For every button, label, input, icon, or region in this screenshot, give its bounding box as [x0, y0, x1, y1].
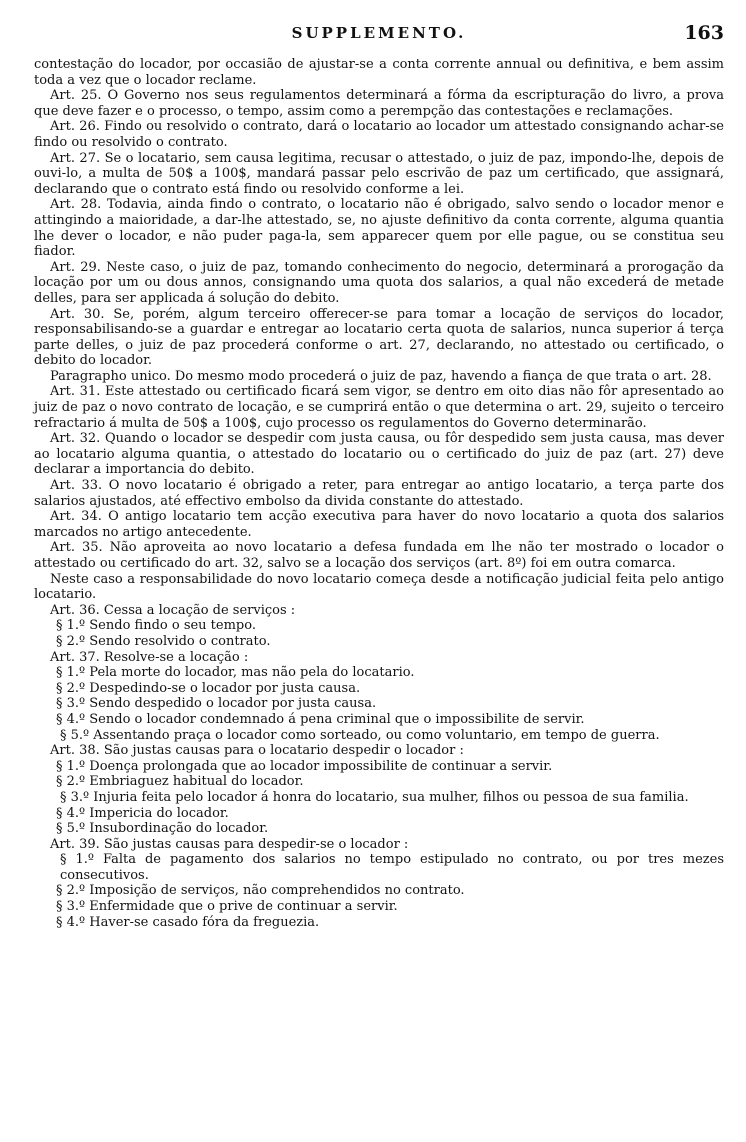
page-header [34, 24, 724, 50]
paragraph-clause: § 3.º Sendo despedido o locador por justa causa. [56, 696, 377, 712]
paragraph: Neste caso a responsabilidade do novo locatario começa desde a notificação judicial feita pelo antigo locatario. [34, 571, 724, 603]
paragraph-clause: § 2.º Sendo resolvido o contrato. [56, 633, 271, 649]
paragraph: contestação do locador, por occasião de ajustar-se a conta corrente annual ou definitiva, e bem assim toda a vez que o locador reclame. [34, 57, 724, 88]
paragraph-clause: § 4.º Sendo o locador condemnado á pena criminal que o impossibilite de servir. [56, 711, 585, 727]
paragraph: Art. 39. São justas causas para despedir-se o locador : [50, 836, 409, 852]
paragraph-clause: § 4.º Haver-se casado fóra da freguezia. [56, 914, 320, 930]
paragraph: Art. 35. Não aproveita ao novo locatario a defesa fundada em lhe não ter mostrado o locador o attestado ou certificado do art. 32, salvo se a locação dos serviços (art. 8º) foi em outra comarca. [34, 540, 724, 571]
paragraph: Paragrapho unico. Do mesmo modo procederá o juiz de paz, havendo a fiança de que trata o art. 28. [50, 368, 712, 384]
running-title: SUPPLEMENTO. [291, 24, 467, 42]
paragraph-clause: § 2.º Imposição de serviços, não comprehendidos no contrato. [56, 883, 465, 899]
paragraph: Art. 25. O Governo nos seus regulamentos determinará a fórma da escripturação do livro, a prova que deve fazer e o processo, o tempo, assim como a perempção das contestações e reclamações. [34, 88, 724, 119]
paragraph: Art. 26. Findo ou resolvido o contrato, dará o locatario ao locador um attestado consignando achar-se findo ou resolvido o contrato. [34, 119, 724, 150]
paragraph: Art. 38. São justas causas para o locatario despedir o locador : [50, 743, 464, 759]
paragraph-clause: § 5.º Insubordinação do locador. [56, 821, 269, 837]
paragraph: Art. 37. Resolve-se a locação : [50, 649, 249, 665]
paragraph: Art. 28. Todavia, ainda findo o contrato, o locatario não é obrigado, salvo sendo o locador menor e attingindo a maioridade, a dar-lhe attestado, se, no ajuste definitivo da conta corrente, alguma quantia lhe dever o locador, e não puder paga-la, sem apparecer quem por elle pague, ou se constitua seu fiador. [34, 197, 724, 260]
paragraph-clause: § 3.º Enfermidade que o prive de continuar a servir. [56, 899, 398, 915]
paragraph: Art. 36. Cessa a locação de serviços : [50, 602, 296, 618]
paragraph-clause: § 1.º Sendo findo o seu tempo. [56, 618, 256, 634]
paragraph: Art. 29. Neste caso, o juiz de paz, tomando conhecimento do negocio, determinará a prorogação da locação por um ou dous annos, consignando uma quota dos salarios, a qual não excederá de metade delles, para ser applicada á solução do debito. [34, 259, 724, 306]
paragraph-clause: § 1.º Falta de pagamento dos salarios no tempo estipulado no contrato, ou por tres mezes consecutivos. [60, 852, 724, 883]
paragraph-clause: § 5.º Assentando praça o locador como sorteado, ou como voluntario, em tempo de guerra. [60, 727, 660, 743]
paragraph: Art. 31. Este attestado ou certificado ficará sem vigor, se dentro em oito dias não fôr apresentado ao juiz de paz o novo contrato de locação, e se cumprirá então o que determina o art. 29, sujeito o terceiro refractario á multa de 50$ a 100$, cujo processo os regulamentos do Governo determinarão. [34, 384, 724, 431]
paragraph-clause: § 1.º Doença prolongada que ao locador impossibilite de continuar a servir. [56, 758, 553, 774]
paragraph: Art. 34. O antigo locatario tem acção executiva para haver do novo locatario a quota dos salarios marcados no artigo antecedente. [34, 509, 724, 540]
paragraph: Art. 33. O novo locatario é obrigado a reter, para entregar ao antigo locatario, a terça parte dos salarios ajustados, até effectivo embolso da divida constante do attestado. [34, 478, 724, 509]
page-body [34, 57, 724, 930]
paragraph-clause: § 3.º Injuria feita pelo locador á honra do locatario, sua mulher, filhos ou pessoa de sua familia. [60, 789, 689, 805]
paragraph: Art. 32. Quando o locador se despedir com justa causa, ou fôr despedido sem justa causa, mas dever ao locatario alguma quantia, o attestado do locatario ou o certificado do juiz de paz (art. 27) deve declarar a importancia do debito. [34, 431, 724, 478]
paragraph-clause: § 1.º Pela morte do locador, mas não pela do locatario. [56, 665, 415, 681]
page-number: 163 [684, 22, 724, 44]
paragraph-clause: § 4.º Impericia do locador. [56, 805, 229, 821]
paragraph-clause: § 2.º Embriaguez habitual do locador. [56, 774, 304, 790]
paragraph: Art. 27. Se o locatario, sem causa legitima, recusar o attestado, o juiz de paz, impondo-lhe, depois de ouvi-lo, a multa de 50$ a 100$, mandará passar pelo escrivão de paz um certificado, que assignará, declarando que o contrato está findo ou resolvido conforme a lei. [34, 150, 724, 197]
paragraph: Art. 30. Se, porém, algum terceiro offerecer-se para tomar a locação de serviços do locador, responsabilisando-se a guardar e entregar ao locatario certa quota de salarios, nunca superior á terça parte delles, o juiz de paz procederá conforme o art. 27, declarando, no attestado ou certificado, o debito do locador. [34, 306, 724, 369]
paragraph-clause: § 2.º Despedindo-se o locador por justa causa. [56, 680, 361, 696]
